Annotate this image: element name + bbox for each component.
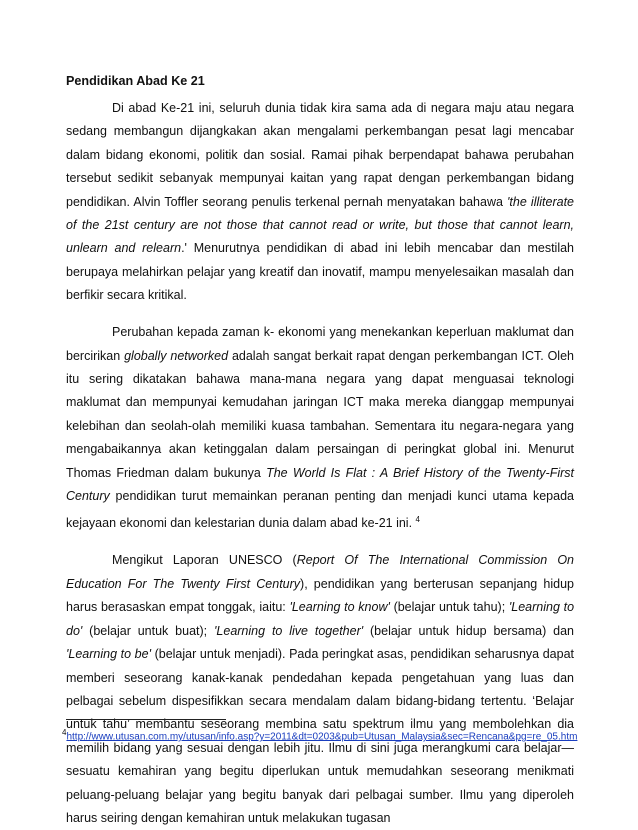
paragraph-text: pendidikan turut memainkan peranan penting dan menjadi kunci utama kepada kejayaan ekonomi dan kelestarian dunia dalam abad ke-21 ini. (66, 489, 574, 531)
paragraph-text: Mengikut Laporan UNESCO ( (112, 553, 297, 568)
paragraph-text: adalah sangat berkait rapat dengan perkembangan ICT. Oleh itu sering dikatakan bahawa mana-mana negara yang dapat menguasai teknologi maklumat dan mempunyai kemudahan jaringan ICT maka mereka dianggap mempunyai kelebihan dan seolah-olah memiliki kuasa tambahan. Sementara itu negara-negara yang mengabaikannya akan ketinggalan dalam persaingan di peringkat global ini. Menurut Thomas Friedman dalam bukunya (66, 348, 574, 480)
paragraph-text: (belajar untuk hidup bersama) dan (363, 623, 574, 638)
page-title: Pendidikan Abad Ke 21 (66, 74, 205, 88)
body-text (66, 97, 574, 830)
paragraph-text: ), pendidikan yang berterusan sepanjang hidup harus berasaskan empat tonggak, iaitu: (66, 576, 574, 615)
paragraph-text: (belajar untuk tahu); (389, 600, 509, 615)
paragraph-text: Perubahan kepada zaman k- ekonomi yang menekankan keperluan maklumat dan bercirikan (66, 325, 574, 363)
paragraph-text: (belajar untuk buat); (82, 623, 215, 638)
footnote-reference[interactable]: 4 (415, 515, 420, 525)
footnote-link[interactable]: http://www.utusan.com.my/utusan/info.asp?y=2011&dt=0203&pub=Utusan_Malaysia&sec=Rencana&pg=re_05.htm (66, 731, 578, 743)
paragraph-text: .' Menurutnya pendidikan di abad ini lebih mencabar dan mestilah berupaya melahirkan pelajar yang kreatif dan inovatif, mampu menyelesaikan masalah dan berfikir secara kritikal. (66, 241, 574, 303)
paragraph-2 (66, 321, 574, 536)
book-title: The World Is Flat : A Brief History of the Twenty-First Century (66, 465, 574, 503)
footnote-number: 4 (62, 728, 67, 737)
footnote-divider (66, 719, 226, 720)
paragraph-3 (66, 549, 574, 830)
pillar-term: 'Learning to do' (66, 600, 575, 638)
paragraph-text: Di abad Ke-21 ini, seluruh dunia tidak kira sama ada di negara maju atau negara sedang membangun dijangkakan akan mengalami perkembangan pesat lagi mencabar dalam bidang ekonomi, politik dan sosial. Ramai pihak berpendapat bahawa perubahan tersebut sedikit sebanyak mempunyai kaitan yang rapat dengan perkembangan bidang pendidikan. Alvin Toffler seorang penulis terkenal pernah menyatakan bahawa (66, 101, 574, 209)
pillar-term: 'Learning to live together' (214, 623, 364, 638)
pillar-term: 'Learning to be' (66, 647, 151, 662)
paragraph-1 (66, 97, 574, 308)
pillar-term: 'Learning to know' (289, 600, 390, 615)
report-title: Report Of The International Commission On Education For The Twenty First Century (66, 553, 575, 591)
footnote (62, 725, 582, 745)
toffler-quote: 'the illiterate of the 21st century are not those that cannot read or write, but those that cannot learn, unlearn and relearn (66, 194, 574, 256)
paragraph-text: (belajar untuk menjadi). Pada peringkat asas, pendidikan seharusnya dapat memberi seseorang kanak-kanak pendedahan kepada pengetahuan yang luas dan pelbagai sebelum dispesifikkan secara mendalam dalam bidang-bidang tertentu. ‘Belajar untuk tahu’ membantu seseorang membina satu spektrum ilmu yang membolehkan dia memilih bidang yang sesuai dengan lebih jitu. Ilmu di sini juga merangkumi cara belajar—sesuatu kemahiran yang begitu diperlukan untuk memudahkan seseorang menikmati peluang-peluang belajar yang begitu banyak dari pelbagai sumber. Ilmu yang diperoleh harus seiring dengan kemahiran untuk melakukan tugasan (66, 647, 575, 825)
italic-term: globally networked (124, 348, 229, 363)
